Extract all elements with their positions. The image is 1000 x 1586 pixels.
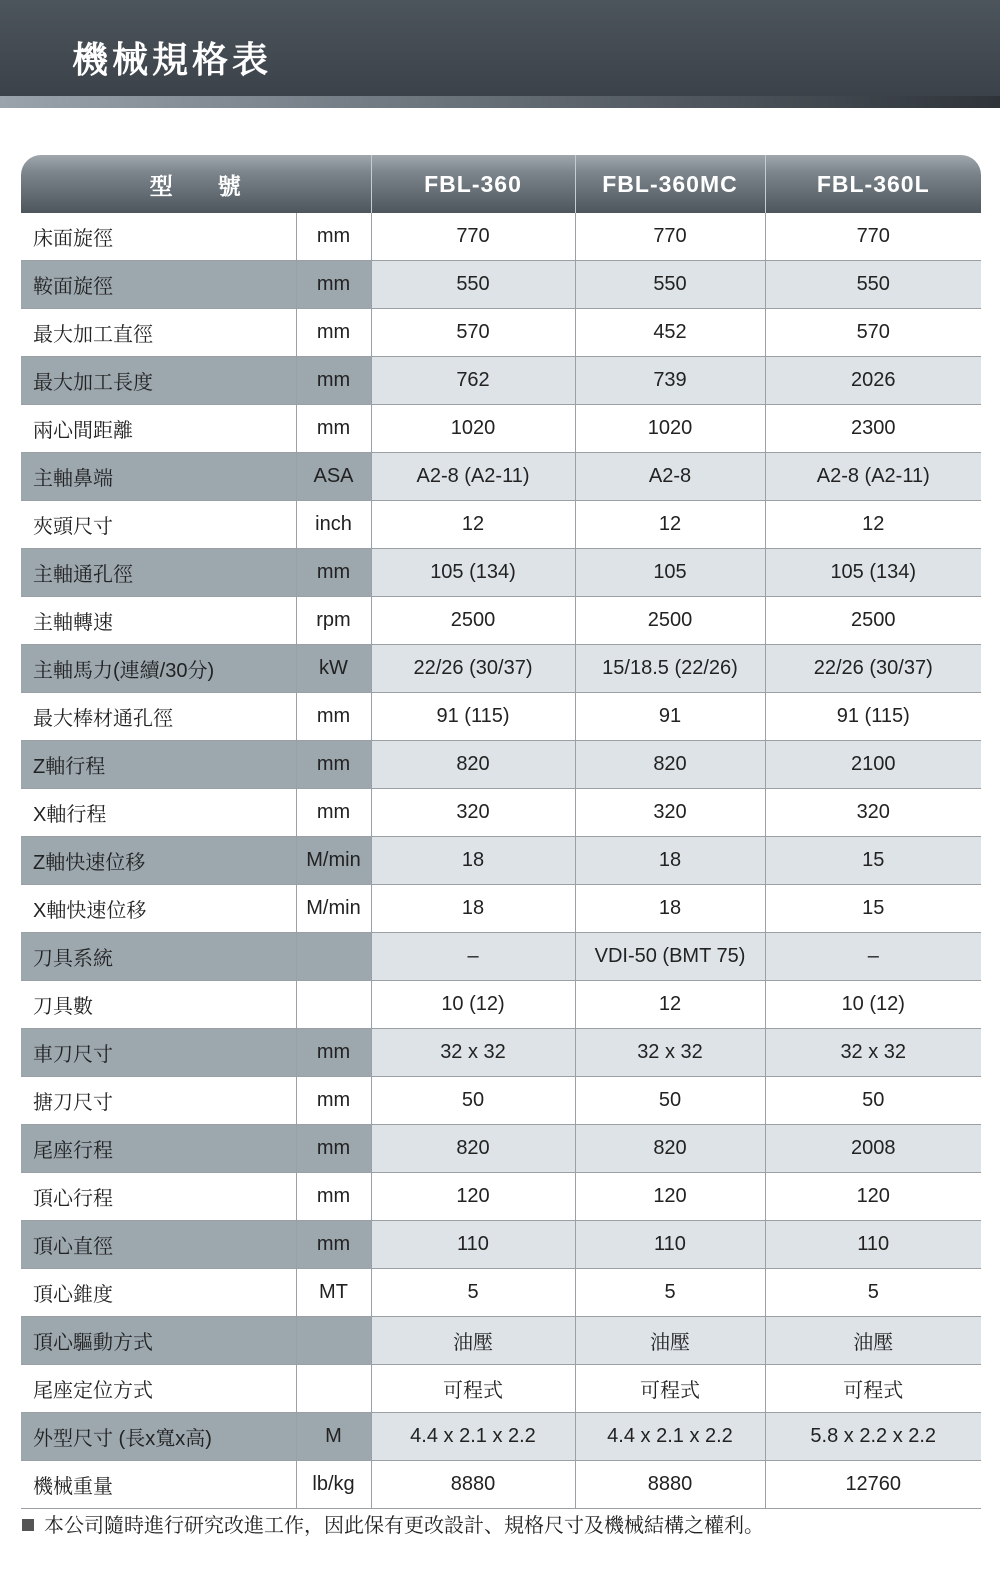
spec-name-cell: Z軸行程 <box>21 741 296 789</box>
spec-name-cell: 搪刀尺寸 <box>21 1077 296 1125</box>
spec-value-cell: 91 (115) <box>765 693 981 741</box>
spec-value-cell: 550 <box>371 261 575 309</box>
table-row <box>21 309 981 357</box>
spec-unit-cell <box>296 981 371 1029</box>
spec-value-cell: 22/26 (30/37) <box>765 645 981 693</box>
spec-unit-cell: mm <box>296 1221 371 1269</box>
table-row <box>21 789 981 837</box>
spec-value-cell: 15/18.5 (22/26) <box>575 645 765 693</box>
spec-value-cell: 8880 <box>575 1461 765 1509</box>
spec-name-cell: 主軸馬力(連續/30分) <box>21 645 296 693</box>
table-row <box>21 645 981 693</box>
table-row <box>21 1365 981 1413</box>
spec-value-cell: 18 <box>371 837 575 885</box>
spec-value-cell: 32 x 32 <box>371 1029 575 1077</box>
footnote <box>22 1512 764 1540</box>
spec-unit-cell: MT <box>296 1269 371 1317</box>
spec-value-cell: 可程式 <box>575 1365 765 1413</box>
spec-name-cell: 刀具系統 <box>21 933 296 981</box>
spec-value-cell: 820 <box>371 1125 575 1173</box>
spec-value-cell: 可程式 <box>765 1365 981 1413</box>
spec-value-cell: 570 <box>371 309 575 357</box>
table-row <box>21 1413 981 1461</box>
table-row <box>21 885 981 933</box>
spec-unit-cell: rpm <box>296 597 371 645</box>
spec-value-cell: 油壓 <box>575 1317 765 1365</box>
spec-unit-cell: mm <box>296 1077 371 1125</box>
spec-value-cell: 120 <box>765 1173 981 1221</box>
spec-value-cell: 2026 <box>765 357 981 405</box>
spec-value-cell: 739 <box>575 357 765 405</box>
spec-value-cell: 2300 <box>765 405 981 453</box>
spec-value-cell: 油壓 <box>765 1317 981 1365</box>
spec-value-cell: 4.4 x 2.1 x 2.2 <box>371 1413 575 1461</box>
spec-value-cell: A2-8 (A2-11) <box>765 453 981 501</box>
spec-unit-cell: ASA <box>296 453 371 501</box>
spec-value-cell: 5 <box>575 1269 765 1317</box>
table-row <box>21 837 981 885</box>
spec-value-cell: 320 <box>371 789 575 837</box>
spec-value-cell: 110 <box>575 1221 765 1269</box>
table-row <box>21 1173 981 1221</box>
spec-name-cell: 兩心間距離 <box>21 405 296 453</box>
table-row <box>21 597 981 645</box>
spec-value-cell: – <box>371 933 575 981</box>
spec-name-cell: 床面旋徑 <box>21 213 296 261</box>
table-row <box>21 933 981 981</box>
spec-value-cell: 770 <box>371 213 575 261</box>
spec-name-cell: 車刀尺寸 <box>21 1029 296 1077</box>
spec-name-cell: 最大加工長度 <box>21 357 296 405</box>
model-header-char: 型 <box>149 172 174 199</box>
spec-unit-cell: mm <box>296 309 371 357</box>
spec-value-cell: 820 <box>371 741 575 789</box>
spec-value-cell: 820 <box>575 741 765 789</box>
table-row <box>21 213 981 261</box>
spec-unit-cell: mm <box>296 1125 371 1173</box>
spec-name-cell: 最大棒材通孔徑 <box>21 693 296 741</box>
spec-value-cell: 91 (115) <box>371 693 575 741</box>
table-row <box>21 261 981 309</box>
spec-value-cell: 452 <box>575 309 765 357</box>
model-column-header: FBL-360L <box>765 155 981 213</box>
table-row <box>21 1125 981 1173</box>
footnote-text: 本公司隨時進行研究改進工作，因此保有更改設計、規格尺寸及機械結構之權利。 <box>44 1515 764 1537</box>
spec-unit-cell: mm <box>296 405 371 453</box>
table-row <box>21 1461 981 1509</box>
spec-unit-cell <box>296 1317 371 1365</box>
spec-value-cell: 12 <box>575 501 765 549</box>
spec-name-cell: 最大加工直徑 <box>21 309 296 357</box>
spec-name-cell: 鞍面旋徑 <box>21 261 296 309</box>
spec-value-cell: 91 <box>575 693 765 741</box>
spec-table <box>21 155 981 1509</box>
spec-name-cell: 主軸通孔徑 <box>21 549 296 597</box>
spec-value-cell: 120 <box>371 1173 575 1221</box>
spec-value-cell: 105 (134) <box>371 549 575 597</box>
spec-value-cell: 18 <box>371 885 575 933</box>
spec-unit-cell: mm <box>296 1173 371 1221</box>
spec-value-cell: 1020 <box>575 405 765 453</box>
spec-name-cell: 夾頭尺寸 <box>21 501 296 549</box>
table-row <box>21 1077 981 1125</box>
spec-value-cell: A2-8 <box>575 453 765 501</box>
spec-unit-cell <box>296 1365 371 1413</box>
spec-value-cell: 油壓 <box>371 1317 575 1365</box>
model-header <box>21 155 371 213</box>
spec-name-cell: 頂心錐度 <box>21 1269 296 1317</box>
spec-name-cell: 主軸轉速 <box>21 597 296 645</box>
spec-value-cell: 320 <box>765 789 981 837</box>
table-header-row <box>21 155 981 213</box>
spec-value-cell: 32 x 32 <box>765 1029 981 1077</box>
spec-table-body <box>21 213 981 1509</box>
spec-value-cell: 5 <box>765 1269 981 1317</box>
spec-name-cell: 頂心直徑 <box>21 1221 296 1269</box>
spec-unit-cell: M <box>296 1413 371 1461</box>
spec-name-cell: Z軸快速位移 <box>21 837 296 885</box>
spec-unit-cell: lb/kg <box>296 1461 371 1509</box>
spec-value-cell: 32 x 32 <box>575 1029 765 1077</box>
spec-value-cell: 12 <box>575 981 765 1029</box>
spec-value-cell: 110 <box>765 1221 981 1269</box>
table-row <box>21 1269 981 1317</box>
spec-name-cell: 主軸鼻端 <box>21 453 296 501</box>
spec-value-cell: 10 (12) <box>371 981 575 1029</box>
spec-name-cell: X軸快速位移 <box>21 885 296 933</box>
spec-value-cell: 1020 <box>371 405 575 453</box>
spec-unit-cell: kW <box>296 645 371 693</box>
spec-unit-cell: M/min <box>296 885 371 933</box>
spec-value-cell: – <box>765 933 981 981</box>
spec-unit-cell: mm <box>296 741 371 789</box>
spec-unit-cell: mm <box>296 357 371 405</box>
spec-unit-cell: mm <box>296 1029 371 1077</box>
spec-value-cell: 8880 <box>371 1461 575 1509</box>
spec-value-cell: 可程式 <box>371 1365 575 1413</box>
spec-name-cell: 刀具數 <box>21 981 296 1029</box>
spec-value-cell: 770 <box>575 213 765 261</box>
spec-value-cell: 12 <box>765 501 981 549</box>
spec-value-cell: 2500 <box>371 597 575 645</box>
spec-value-cell: 18 <box>575 837 765 885</box>
spec-value-cell: 550 <box>575 261 765 309</box>
spec-value-cell: 2008 <box>765 1125 981 1173</box>
spec-value-cell: 50 <box>575 1077 765 1125</box>
spec-value-cell: 105 <box>575 549 765 597</box>
table-row <box>21 405 981 453</box>
table-row <box>21 453 981 501</box>
model-header-char: 號 <box>217 172 242 199</box>
banner-accent-strip <box>0 96 1000 108</box>
spec-name-cell: 尾座行程 <box>21 1125 296 1173</box>
spec-value-cell: 2500 <box>765 597 981 645</box>
spec-value-cell: VDI-50 (BMT 75) <box>575 933 765 981</box>
spec-name-cell: 機械重量 <box>21 1461 296 1509</box>
spec-value-cell: 2500 <box>575 597 765 645</box>
spec-value-cell: 18 <box>575 885 765 933</box>
table-row <box>21 357 981 405</box>
model-column-header: FBL-360 <box>371 155 575 213</box>
bullet-square-icon <box>22 1519 34 1531</box>
spec-value-cell: 320 <box>575 789 765 837</box>
spec-value-cell: 120 <box>575 1173 765 1221</box>
table-row <box>21 1317 981 1365</box>
table-row <box>21 1221 981 1269</box>
table-row <box>21 1029 981 1077</box>
spec-name-cell: 頂心行程 <box>21 1173 296 1221</box>
spec-unit-cell: inch <box>296 501 371 549</box>
spec-value-cell: 105 (134) <box>765 549 981 597</box>
spec-name-cell: 頂心驅動方式 <box>21 1317 296 1365</box>
spec-value-cell: 15 <box>765 837 981 885</box>
spec-value-cell: 50 <box>371 1077 575 1125</box>
spec-unit-cell: M/min <box>296 837 371 885</box>
spec-value-cell: 820 <box>575 1125 765 1173</box>
spec-value-cell: 12 <box>371 501 575 549</box>
spec-name-cell: 尾座定位方式 <box>21 1365 296 1413</box>
table-row <box>21 981 981 1029</box>
spec-value-cell: 550 <box>765 261 981 309</box>
spec-value-cell: 10 (12) <box>765 981 981 1029</box>
table-row <box>21 501 981 549</box>
spec-unit-cell: mm <box>296 789 371 837</box>
spec-value-cell: 770 <box>765 213 981 261</box>
spec-value-cell: 22/26 (30/37) <box>371 645 575 693</box>
spec-value-cell: 2100 <box>765 741 981 789</box>
spec-value-cell: 5 <box>371 1269 575 1317</box>
spec-value-cell: 110 <box>371 1221 575 1269</box>
spec-value-cell: 5.8 x 2.2 x 2.2 <box>765 1413 981 1461</box>
table-row <box>21 741 981 789</box>
spec-name-cell: 外型尺寸 (長x寬x高) <box>21 1413 296 1461</box>
title-banner <box>0 0 1000 96</box>
spec-unit-cell <box>296 933 371 981</box>
spec-value-cell: 12760 <box>765 1461 981 1509</box>
spec-value-cell: 570 <box>765 309 981 357</box>
spec-unit-cell: mm <box>296 261 371 309</box>
model-column-header: FBL-360MC <box>575 155 765 213</box>
spec-value-cell: 15 <box>765 885 981 933</box>
spec-unit-cell: mm <box>296 213 371 261</box>
page-title: 機械規格表 <box>72 39 273 80</box>
spec-value-cell: 50 <box>765 1077 981 1125</box>
spec-value-cell: 762 <box>371 357 575 405</box>
spec-value-cell: A2-8 (A2-11) <box>371 453 575 501</box>
spec-unit-cell: mm <box>296 549 371 597</box>
spec-unit-cell: mm <box>296 693 371 741</box>
table-row <box>21 693 981 741</box>
spec-name-cell: X軸行程 <box>21 789 296 837</box>
spec-value-cell: 4.4 x 2.1 x 2.2 <box>575 1413 765 1461</box>
table-row <box>21 549 981 597</box>
